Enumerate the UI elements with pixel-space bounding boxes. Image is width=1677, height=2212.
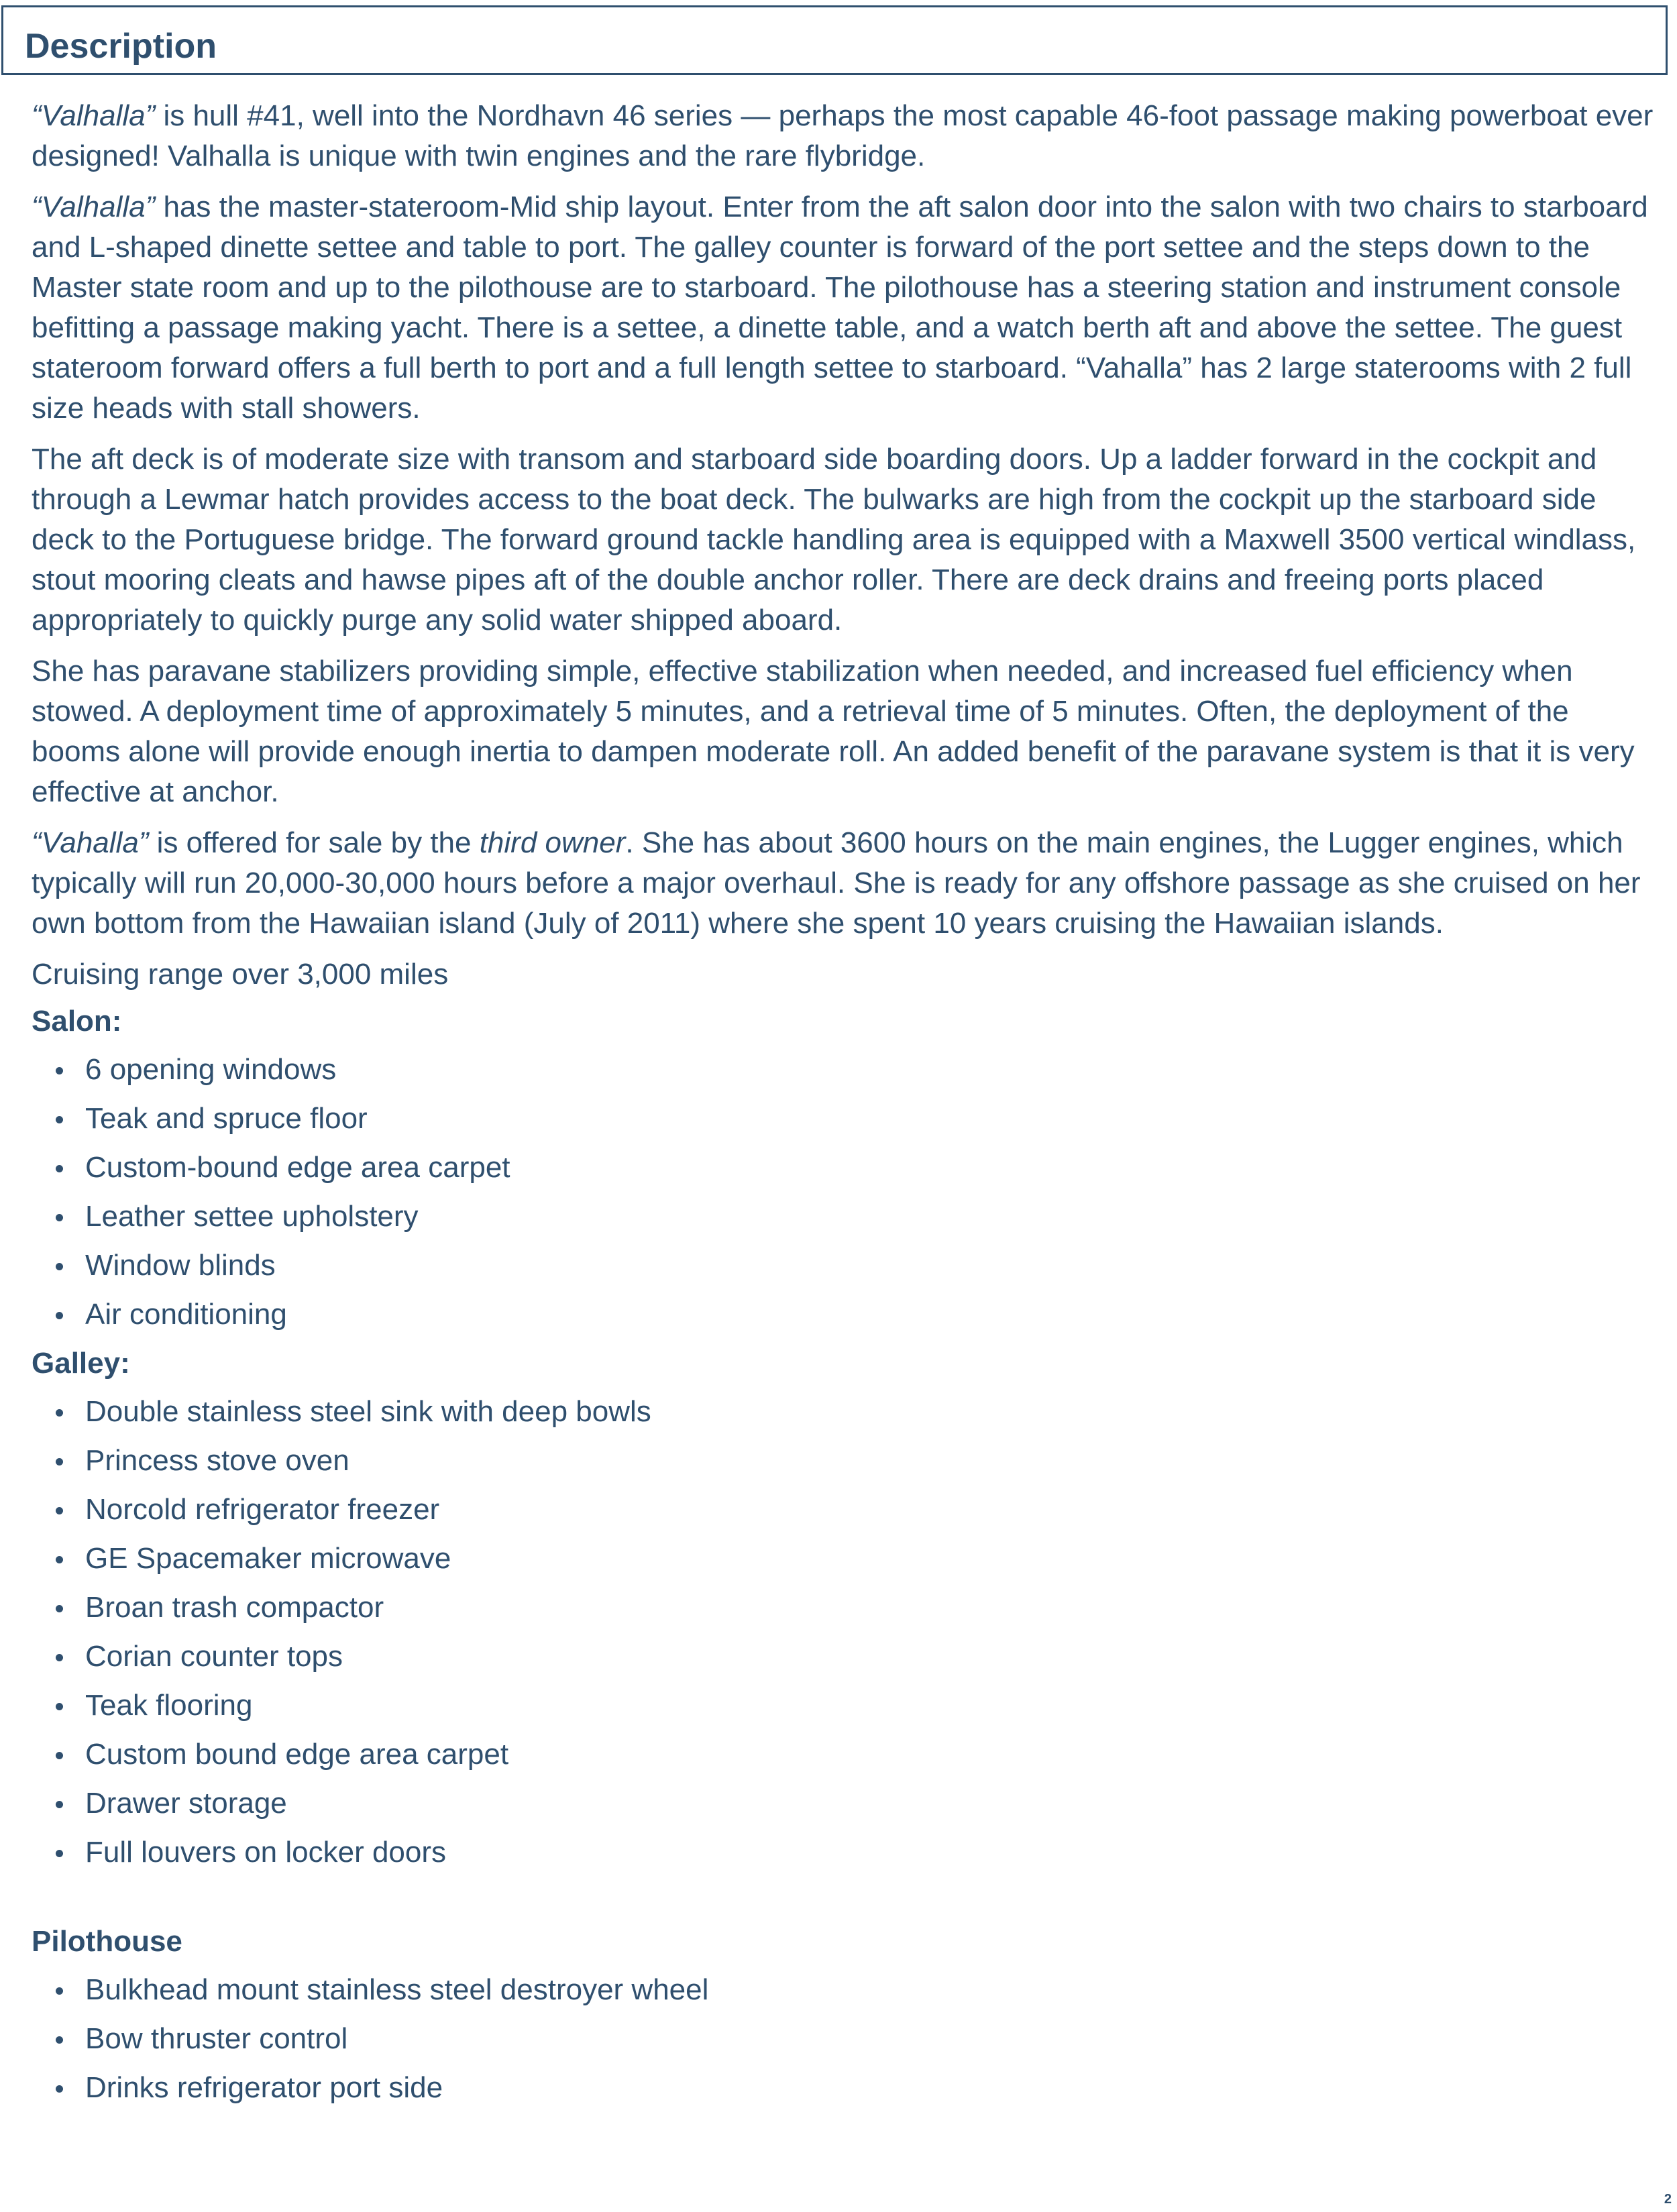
paragraph-ownership: [32, 823, 1662, 944]
list-item: Corian counter tops: [85, 1637, 1662, 1677]
list-item: Window blinds: [85, 1246, 1662, 1286]
list-item: Broan trash compactor: [85, 1588, 1662, 1628]
list-item: Leather settee upholstery: [85, 1197, 1662, 1237]
list-item: Bow thruster control: [85, 2019, 1662, 2059]
paragraph-range: Cruising range over 3,000 miles: [32, 958, 449, 991]
list-item: GE Spacemaker microwave: [85, 1539, 1662, 1579]
list-item: Teak flooring: [85, 1685, 1662, 1726]
list-item: Teak and spruce floor: [85, 1099, 1662, 1139]
galley-list: [32, 1392, 1662, 1873]
galley-heading: Galley:: [32, 1347, 130, 1380]
list-item: Custom bound edge area carpet: [85, 1734, 1662, 1775]
paragraph-text: has the master-stateroom-Mid ship layout. Enter from the aft salon door into the salon with two chairs to starboard and L-shaped dinette settee and table to port. The galley counter is forward of the port settee and the steps down to the Master state room and up to the pilothouse are to starboard. The pilothouse has a steering station and instrument console befitting a passage making yacht. There is a settee, a dinette table, and a watch berth aft and above the settee. The guest stateroom forward offers a full berth to port and a full length settee to starboard. “Vahalla” has 2 large staterooms with 2 full size heads with stall showers.: [32, 190, 1648, 425]
section-title: Description: [25, 27, 217, 66]
list-item: 6 opening windows: [85, 1050, 1662, 1090]
paragraph-deck: The aft deck is of moderate size with transom and starboard side boarding doors. Up a ladder forward in the cockpit and through a Lewmar hatch provides access to the boat deck. The bulwarks are high from the cockpit up the starboard side deck to the Portuguese bridge. The forward ground tackle handling area is equipped with a Maxwell 3500 vertical windlass, stout mooring cleats and hawse pipes aft of the double anchor roller. There are deck drains and freeing ports placed appropriately to quickly purge any solid water shipped aboard.: [32, 443, 1636, 637]
paragraph-intro: [32, 96, 1662, 176]
page-number: 2: [1664, 2192, 1672, 2207]
list-item: Full louvers on locker doors: [85, 1832, 1662, 1873]
pilothouse-list: [32, 1970, 1662, 2108]
paragraph-text: is hull #41, well into the Nordhavn 46 series — perhaps the most capable 46-foot passage making powerboat ever designed! Valhalla is unique with twin engines and the rare flybridge.: [32, 99, 1654, 172]
owner-text: third owner: [479, 826, 626, 859]
paragraph-text: is offered for sale by the: [148, 826, 480, 859]
list-item: Custom-bound edge area carpet: [85, 1148, 1662, 1188]
list-item: Drinks refrigerator port side: [85, 2068, 1662, 2108]
list-item: Air conditioning: [85, 1294, 1662, 1335]
paragraph-stabilizers: She has paravane stabilizers providing simple, effective stabilization when needed, and increased fuel efficiency when stowed. A deployment time of approximately 5 minutes, and a retrieval time of 5 minutes. Often, the deployment of the booms alone will provide enough inertia to dampen moderate roll. An added benefit of the paravane system is that it is very effective at anchor.: [32, 655, 1635, 808]
list-item: Bulkhead mount stainless steel destroyer wheel: [85, 1970, 1662, 2010]
salon-heading: Salon:: [32, 1005, 122, 1038]
salon-list: [32, 1050, 1662, 1335]
list-item: Norcold refrigerator freezer: [85, 1490, 1662, 1530]
boat-name: “Vahalla”: [32, 826, 149, 859]
boat-name: “Valhalla”: [32, 190, 156, 223]
list-item: Double stainless steel sink with deep bowls: [85, 1392, 1662, 1432]
description-content: [32, 96, 1662, 2117]
pilothouse-heading: Pilothouse: [32, 1925, 182, 1958]
section-header-box: [1, 5, 1668, 75]
list-item: Drawer storage: [85, 1783, 1662, 1824]
spacer: [32, 1881, 1662, 1922]
boat-name: “Valhalla”: [32, 99, 156, 132]
list-item: Princess stove oven: [85, 1441, 1662, 1481]
paragraph-text: . She has about 3600 hours on the main engines, the Lugger engines, which typically will run 20,000-30,000 hours before a major overhaul. She is ready for any offshore passage as she cruised on her own bottom from the Hawaiian island (July of 2011) where she spent 10 years cruising the Hawaiian islands.: [32, 826, 1641, 940]
paragraph-layout: [32, 187, 1662, 429]
